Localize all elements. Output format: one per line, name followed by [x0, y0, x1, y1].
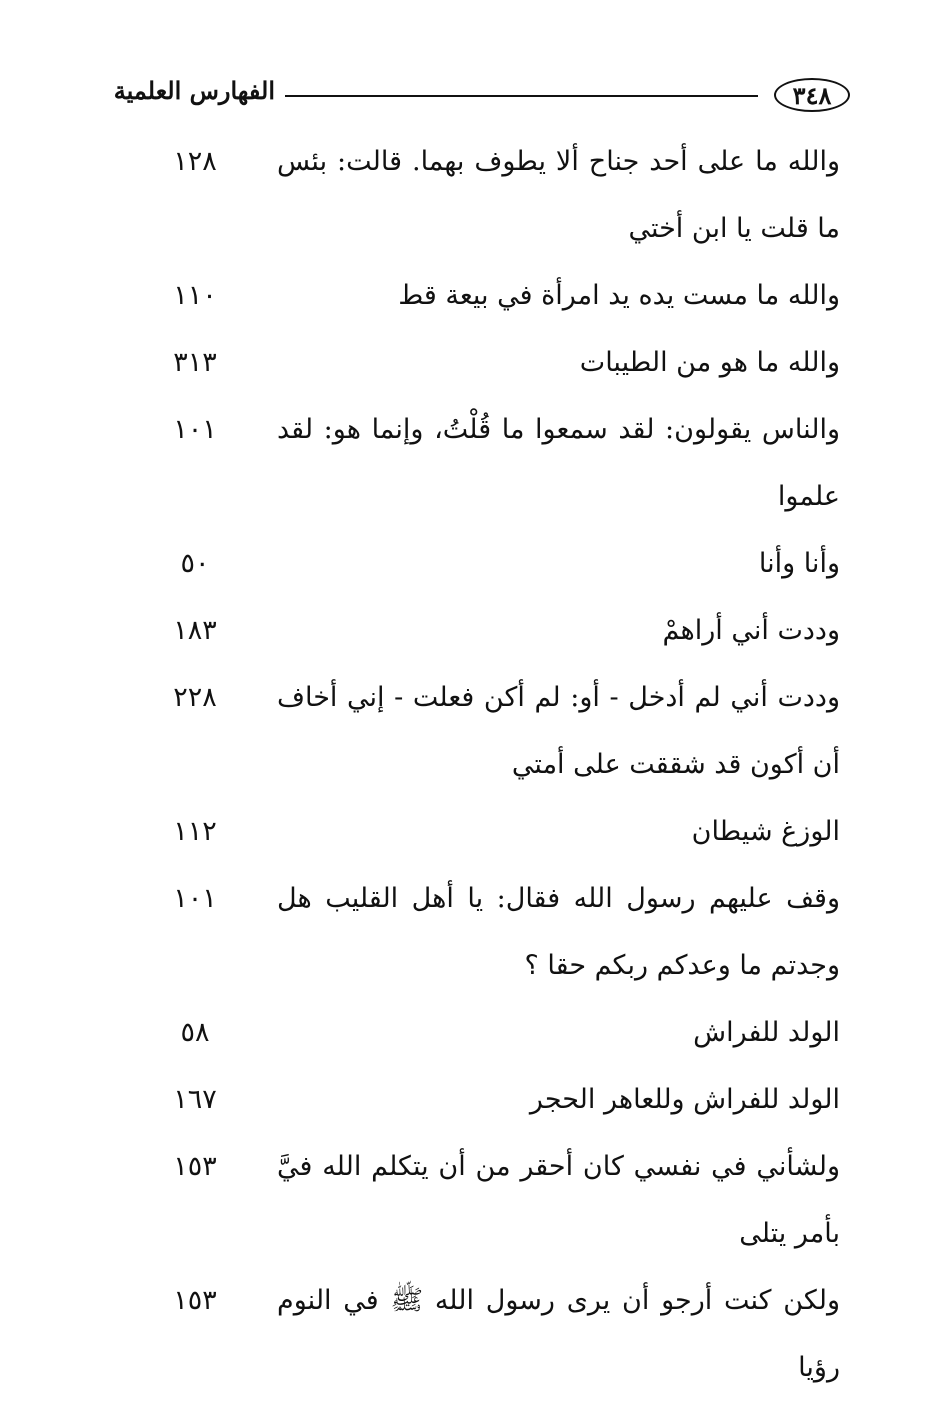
entry-text: وددت أني أراهمْ	[662, 615, 840, 646]
index-entry	[160, 798, 840, 865]
index-entries	[160, 128, 840, 1401]
index-entry	[160, 865, 840, 999]
entry-text: والناس يقولون: لقد سمعوا ما قُلْتُ، وإنما هو: لقد علموا	[277, 414, 840, 512]
entry-text: والله ما على أحد جناح ألا يطوف بهما. قالت: بئس ما قلت يا ابن أختي	[277, 146, 840, 244]
index-entry	[160, 262, 840, 329]
entry-text: والله ما هو من الطيبات	[579, 347, 840, 378]
entry-text: وددت أني لم أدخل - أو: لم أكن فعلت - إني أخاف أن أكون قد شققت على أمتي	[277, 682, 840, 780]
entry-page-number: ٢٢٨	[173, 682, 217, 713]
index-entry	[160, 664, 840, 798]
entry-page-number: ١٨٣	[173, 615, 217, 646]
index-entry	[160, 1267, 840, 1401]
index-entry	[160, 396, 840, 530]
entry-page-number: ١٦٧	[173, 1084, 217, 1115]
entry-text: ولكن كنت أرجو أن يرى رسول الله ﷺ في النوم رؤيا	[277, 1285, 840, 1383]
entry-page-number: ٣١٣	[173, 347, 217, 378]
entry-page-number: ٥٨	[180, 1017, 210, 1048]
index-entry	[160, 329, 840, 396]
entry-text: الولد للفراش وللعاهر الحجر	[529, 1084, 840, 1115]
header-title: الفهارس العلمية	[113, 76, 275, 105]
entry-page-number: ١١٢	[173, 816, 217, 847]
header-rule	[285, 95, 758, 97]
index-entry	[160, 1066, 840, 1133]
entry-page-number: ١٠١	[173, 883, 217, 914]
running-header	[100, 72, 850, 122]
index-entry	[160, 1133, 840, 1267]
entry-text: وقف عليهم رسول الله فقال: يا أهل القليب هل وجدتم ما وعدكم ربكم حقا ؟	[277, 883, 840, 981]
entry-page-number: ١٠١	[173, 414, 217, 445]
index-entry	[160, 530, 840, 597]
entry-text: الولد للفراش	[693, 1017, 840, 1048]
index-entry	[160, 999, 840, 1066]
entry-text: والله ما مست يده يد امرأة في بيعة قط	[398, 280, 840, 311]
entry-page-number: ٥٠	[180, 548, 210, 579]
index-entry	[160, 128, 840, 262]
entry-page-number: ١١٠	[173, 280, 217, 311]
entry-page-number: ١٥٣	[173, 1151, 217, 1182]
page-number-badge: ٣٤٨	[774, 78, 850, 112]
entry-text: ولشأني في نفسي كان أحقر من أن يتكلم الله فيَّ بأمر يتلى	[277, 1151, 840, 1249]
entry-text: الوزغ شيطان	[691, 816, 840, 847]
index-entry	[160, 597, 840, 664]
entry-page-number: ١٥٣	[173, 1285, 217, 1316]
entry-page-number: ١٢٨	[173, 146, 217, 177]
entry-text: وأنا وأنا	[758, 548, 840, 579]
